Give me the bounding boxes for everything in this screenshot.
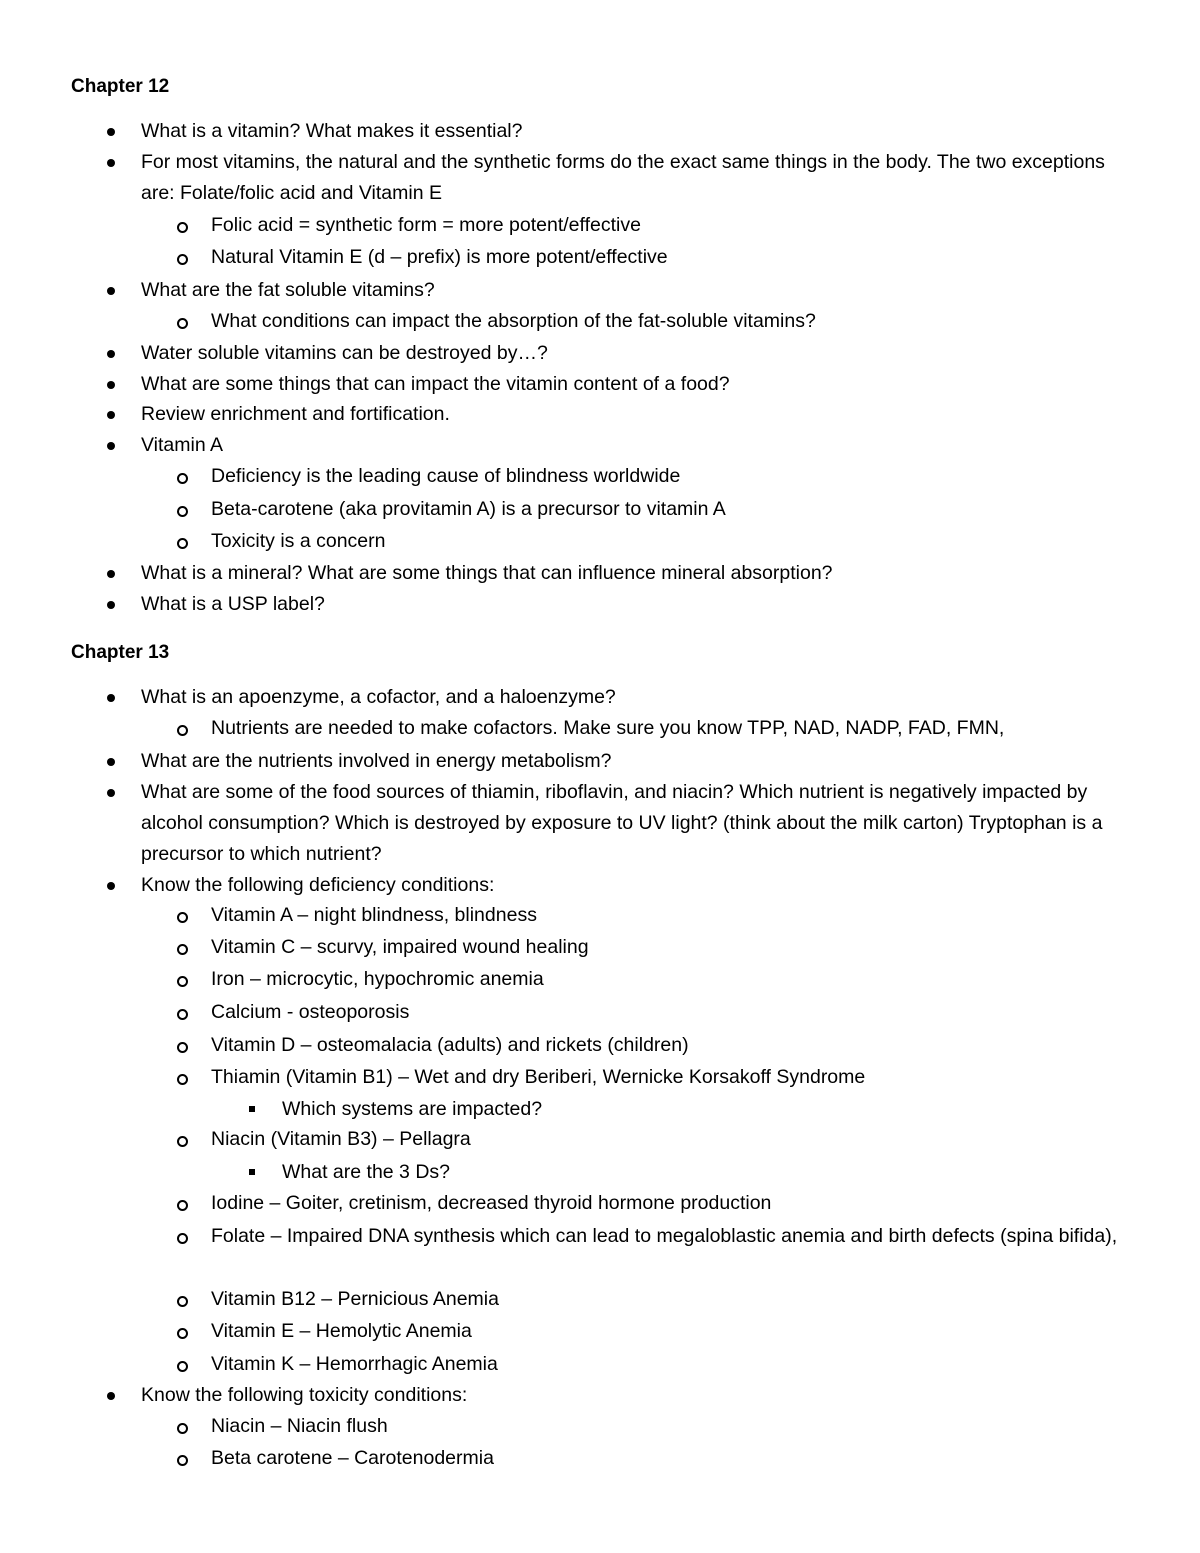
- list-item: What are the fat soluble vitamins?: [141, 275, 1121, 306]
- circle-bullet-icon: [177, 1361, 188, 1372]
- bullet-icon: [107, 381, 115, 389]
- list-item: Natural Vitamin E (d – prefix) is more potent/effective: [211, 242, 1121, 273]
- circle-bullet-icon: [177, 1074, 188, 1085]
- list-item: Iron – microcytic, hypochromic anemia: [211, 964, 1121, 995]
- circle-bullet-icon: [177, 318, 188, 329]
- list-item: What is a mineral? What are some things that can influence mineral absorption?: [141, 558, 1121, 589]
- circle-bullet-icon: [177, 1042, 188, 1053]
- list-item: Know the following toxicity conditions:: [141, 1380, 1121, 1411]
- bullet-icon: [107, 128, 115, 136]
- list-item: What is a USP label?: [141, 589, 1121, 620]
- list-item: Vitamin E – Hemolytic Anemia: [211, 1316, 1121, 1347]
- chapter-13-heading: Chapter 13: [71, 642, 170, 663]
- bullet-icon: [107, 442, 115, 450]
- circle-bullet-icon: [177, 473, 188, 484]
- list-item: What is an apoenzyme, a cofactor, and a haloenzyme?: [141, 682, 1121, 713]
- list-item: Niacin (Vitamin B3) – Pellagra: [211, 1124, 1121, 1155]
- bullet-icon: [107, 159, 115, 167]
- circle-bullet-icon: [177, 912, 188, 923]
- list-item: Which systems are impacted?: [282, 1094, 1122, 1125]
- circle-bullet-icon: [177, 725, 188, 736]
- circle-bullet-icon: [177, 538, 188, 549]
- circle-bullet-icon: [177, 1136, 188, 1147]
- square-bullet-icon: [249, 1169, 255, 1175]
- list-item: Folate – Impaired DNA synthesis which can lead to megaloblastic anemia and birth defects (spina bifida),: [211, 1221, 1121, 1252]
- list-item: Nutrients are needed to make cofactors. Make sure you know TPP, NAD, NADP, FAD, FMN,: [211, 713, 1121, 744]
- circle-bullet-icon: [177, 1455, 188, 1466]
- bullet-icon: [107, 789, 115, 797]
- bullet-icon: [107, 882, 115, 890]
- square-bullet-icon: [249, 1106, 255, 1112]
- list-item: Vitamin K – Hemorrhagic Anemia: [211, 1349, 1121, 1380]
- bullet-icon: [107, 601, 115, 609]
- list-item: Niacin – Niacin flush: [211, 1411, 1121, 1442]
- bullet-icon: [107, 694, 115, 702]
- list-item: Folic acid = synthetic form = more potent/effective: [211, 210, 1121, 241]
- list-item: Iodine – Goiter, cretinism, decreased thyroid hormone production: [211, 1188, 1121, 1219]
- circle-bullet-icon: [177, 1200, 188, 1211]
- circle-bullet-icon: [177, 506, 188, 517]
- list-item: What are the 3 Ds?: [282, 1157, 1122, 1188]
- list-item: Water soluble vitamins can be destroyed by…?: [141, 338, 1121, 369]
- circle-bullet-icon: [177, 1009, 188, 1020]
- list-item: Beta carotene – Carotenodermia: [211, 1443, 1121, 1474]
- circle-bullet-icon: [177, 1328, 188, 1339]
- list-item: Thiamin (Vitamin B1) – Wet and dry Beriberi, Wernicke Korsakoff Syndrome: [211, 1062, 1121, 1093]
- list-item: Deficiency is the leading cause of blindness worldwide: [211, 461, 1121, 492]
- list-item: Calcium - osteoporosis: [211, 997, 1121, 1028]
- circle-bullet-icon: [177, 222, 188, 233]
- list-item: Vitamin A: [141, 430, 1121, 461]
- list-item: Vitamin B12 – Pernicious Anemia: [211, 1284, 1121, 1315]
- list-item: What is a vitamin? What makes it essential?: [141, 116, 1121, 147]
- list-item: For most vitamins, the natural and the synthetic forms do the exact same things in the body. The two exceptions are: Folate/folic acid and Vitamin E: [141, 147, 1121, 209]
- list-item: Vitamin C – scurvy, impaired wound healing: [211, 932, 1121, 963]
- bullet-icon: [107, 570, 115, 578]
- list-item: Beta-carotene (aka provitamin A) is a precursor to vitamin A: [211, 494, 1121, 525]
- circle-bullet-icon: [177, 1233, 188, 1244]
- chapter-12-heading: Chapter 12: [71, 76, 170, 97]
- list-item: Know the following deficiency conditions:: [141, 870, 1121, 901]
- bullet-icon: [107, 287, 115, 295]
- list-item: What conditions can impact the absorption of the fat-soluble vitamins?: [211, 306, 1121, 337]
- bullet-icon: [107, 411, 115, 419]
- circle-bullet-icon: [177, 1296, 188, 1307]
- list-item: What are some of the food sources of thiamin, riboflavin, and niacin? Which nutrient is negatively impacted by alcohol consumption? Which is destroyed by exposure to UV light? (think about the milk carton) Tryptophan is a precursor to which nutrient?: [141, 777, 1121, 870]
- circle-bullet-icon: [177, 944, 188, 955]
- bullet-icon: [107, 1392, 115, 1400]
- bullet-icon: [107, 758, 115, 766]
- circle-bullet-icon: [177, 254, 188, 265]
- list-item: What are the nutrients involved in energy metabolism?: [141, 746, 1121, 777]
- list-item: Toxicity is a concern: [211, 526, 1121, 557]
- list-item: Vitamin D – osteomalacia (adults) and rickets (children): [211, 1030, 1121, 1061]
- list-item: What are some things that can impact the vitamin content of a food?: [141, 369, 1121, 400]
- circle-bullet-icon: [177, 976, 188, 987]
- circle-bullet-icon: [177, 1423, 188, 1434]
- list-item: Vitamin A – night blindness, blindness: [211, 900, 1121, 931]
- bullet-icon: [107, 350, 115, 358]
- list-item: Review enrichment and fortification.: [141, 399, 1121, 430]
